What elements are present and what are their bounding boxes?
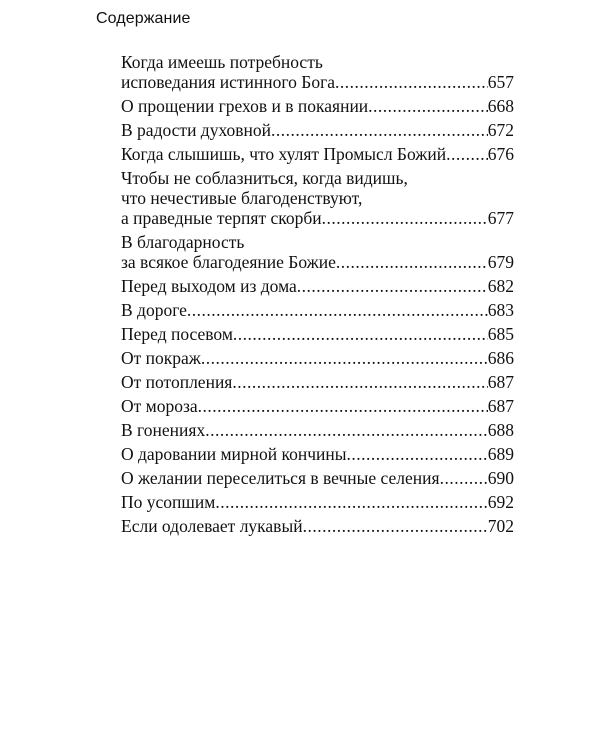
page-number: 687 [487, 396, 514, 416]
toc-entry [121, 516, 514, 536]
toc-entry [121, 444, 514, 464]
page-number: 682 [487, 276, 514, 296]
page-number: 683 [487, 300, 514, 320]
dot-leader [205, 420, 488, 440]
toc-entry-final-line [121, 120, 514, 140]
dot-leader [201, 348, 488, 368]
page-number: 686 [487, 348, 514, 368]
toc-entry-title-line: В благодарность [121, 232, 245, 252]
dot-leader [297, 276, 488, 296]
toc-entry [121, 468, 514, 488]
toc-entry [121, 96, 514, 116]
page-number: 690 [487, 468, 514, 488]
toc-entry [121, 396, 514, 416]
toc-entry-title-line: Чтобы не соблазниться, когда видишь, [121, 168, 408, 188]
toc-entry-title: От мороза [121, 396, 198, 416]
toc-entry-title: В гонениях [121, 420, 206, 440]
toc-entry-final-line [121, 96, 514, 116]
toc-entry-title: От покраж [121, 348, 201, 368]
toc-entry-title: Если одолевает лукавый [121, 516, 303, 536]
table-of-contents [121, 52, 514, 540]
toc-entry-title: исповедания истинного Бога [121, 72, 336, 92]
toc-entry-title-line: что нечестивые благоденствуют, [121, 188, 363, 208]
toc-entry-final-line [121, 144, 514, 164]
toc-entry-final-line [121, 72, 514, 92]
toc-entry-final-line [121, 492, 514, 512]
dot-leader [215, 492, 487, 512]
dot-leader [233, 324, 488, 344]
dot-leader [347, 444, 488, 464]
dot-leader [368, 96, 488, 116]
toc-entry [121, 300, 514, 320]
toc-entry-title: В радости духовной [121, 120, 272, 140]
toc-entry-title: О желании переселиться в вечные селения [121, 468, 440, 488]
page-number: 692 [487, 492, 514, 512]
toc-entry-title: а праведные терпят скорби [121, 208, 322, 228]
dot-leader [187, 300, 488, 320]
toc-entry [121, 372, 514, 392]
toc-entry-final-line [121, 420, 514, 440]
page-number: 668 [487, 96, 514, 116]
page-number: 679 [487, 252, 514, 272]
page-number: 702 [487, 516, 514, 536]
toc-entry-title-line: Когда имеешь потребность [121, 52, 323, 72]
dot-leader [440, 468, 488, 488]
dot-leader [335, 72, 488, 92]
toc-entry-title: В дороге [121, 300, 187, 320]
dot-leader [271, 120, 488, 140]
page-number: 685 [487, 324, 514, 344]
toc-entry-title: О прощении грехов и в покаянии [121, 96, 369, 116]
toc-entry [121, 348, 514, 368]
toc-entry-title: Когда слышишь, что хулят Промысл Божий [121, 144, 447, 164]
dot-leader [446, 144, 488, 164]
toc-entry-title: По усопшим [121, 492, 216, 512]
toc-entry-final-line [121, 396, 514, 416]
toc-entry-final-line [121, 444, 514, 464]
page-number: 677 [487, 208, 514, 228]
page-number: 688 [487, 420, 514, 440]
dot-leader [336, 252, 488, 272]
toc-entry-final-line [121, 300, 514, 320]
toc-entry [121, 492, 514, 512]
toc-entry-title: О даровании мирной кончины [121, 444, 347, 464]
page-number: 672 [487, 120, 514, 140]
toc-entry-final-line [121, 252, 514, 272]
toc-entry [121, 276, 514, 296]
dot-leader [232, 372, 487, 392]
page-number: 676 [487, 144, 514, 164]
toc-entry [121, 420, 514, 440]
toc-entry [121, 120, 514, 140]
toc-entry [121, 324, 514, 344]
page-number: 687 [487, 372, 514, 392]
toc-entry-title: Перед посевом [121, 324, 233, 344]
toc-entry-title: за всякое благодеяние Божие [121, 252, 336, 272]
toc-entry [121, 52, 514, 92]
dot-leader [198, 396, 488, 416]
toc-entry-final-line [121, 516, 514, 536]
dot-leader [303, 516, 488, 536]
toc-entry-final-line [121, 372, 514, 392]
toc-entry [121, 144, 514, 164]
toc-entry-final-line [121, 324, 514, 344]
toc-entry [121, 232, 514, 272]
dot-leader [322, 208, 488, 228]
toc-entry-final-line [121, 348, 514, 368]
toc-entry-final-line [121, 276, 514, 296]
toc-entry [121, 168, 514, 228]
toc-entry-final-line [121, 468, 514, 488]
page-number: 689 [487, 444, 514, 464]
running-title: Содержание [96, 10, 191, 27]
toc-entry-title: От потопления [121, 372, 233, 392]
toc-entry-final-line [121, 208, 514, 228]
page-number: 657 [487, 72, 514, 92]
toc-entry-title: Перед выходом из дома [121, 276, 297, 296]
